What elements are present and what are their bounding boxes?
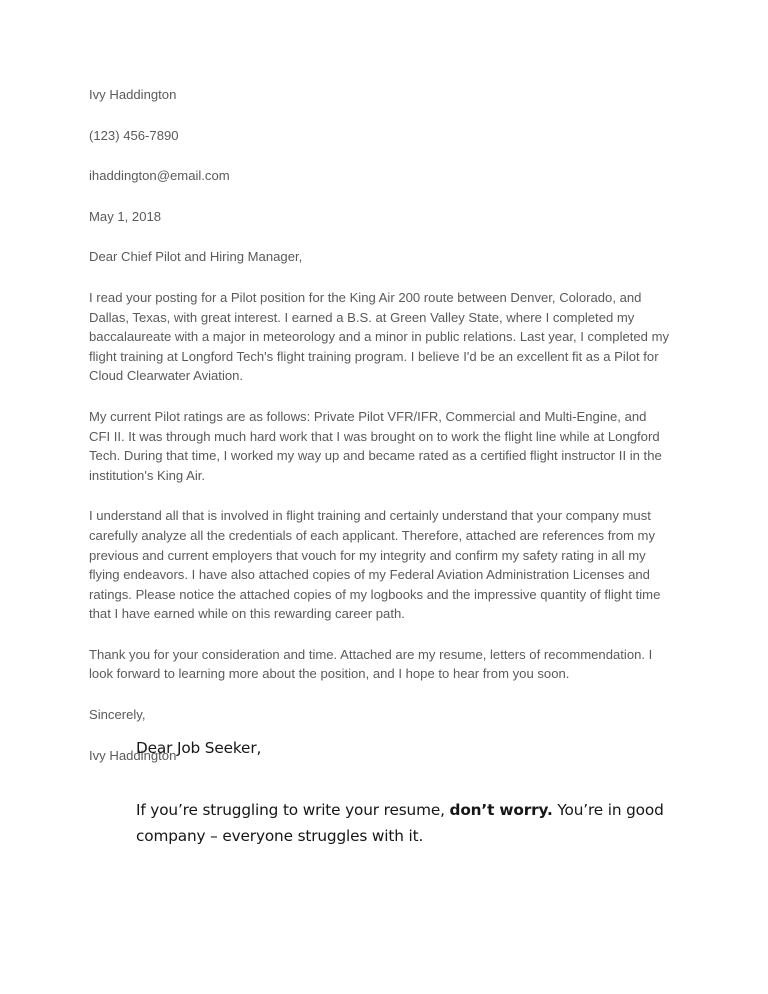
letter-signature-name: Ivy Haddington bbox=[89, 747, 177, 763]
promo-body-tail: You’re in good company – everyone struggles with it. bbox=[136, 801, 664, 845]
promo-body bbox=[136, 761, 676, 849]
promo-body-lead: If you’re struggling to write your resume, bbox=[136, 801, 450, 819]
letter-salutation: Dear Chief Pilot and Hiring Manager, bbox=[89, 249, 303, 265]
cover-letter bbox=[89, 85, 671, 765]
promo-body-emphasis: don’t worry. bbox=[449, 801, 553, 819]
letter-date: May 1, 2018 bbox=[89, 208, 162, 224]
promo-note bbox=[136, 735, 676, 849]
sender-name: Ivy Haddington bbox=[89, 87, 177, 102]
promo-greeting: Dear Job Seeker, bbox=[136, 739, 262, 757]
sender-phone: (123) 456-7890 bbox=[89, 127, 179, 143]
letter-paragraph-3: I understand all that is involved in flight training and certainly understand that your company must carefully analyze all the credentials of each applicant. Therefore, attached are references from my previous and current employers that vouch for my integrity and confirm my safety rating in all my flying endeavors. I have also attached copies of my Federal Aviation Administration Licenses and ratings. Please notice the attached copies of my logbooks and the impressive quantity of flight time that I have earned while on this rewarding career path. bbox=[89, 508, 661, 622]
letter-closing: Sincerely, bbox=[89, 707, 146, 723]
letter-paragraph-2: My current Pilot ratings are as follows: Private Pilot VFR/IFR, Commercial and Multi-Engine, and CFI II. It was through much hard work that I was brought on to work the flight line while at Longford Tech. During that time, I worked my way up and became rated as a certified flight instructor II in the institution's King Air. bbox=[89, 408, 662, 483]
letter-paragraph-1: I read your posting for a Pilot position for the King Air 200 route between Denver, Colorado, and Dallas, Texas, with great interest. I earned a B.S. at Green Valley State, where I completed my baccalaureate with a major in meteorology and a minor in public relations. Last year, I completed my flight training at Longford Tech's flight training program. I believe I'd be an excellent fit as a Pilot for Cloud Clearwater Aviation. bbox=[89, 289, 670, 384]
letter-paragraph-4: Thank you for your consideration and time. Attached are my resume, letters of recommendation. I look forward to learning more about the position, and I hope to hear from you soon. bbox=[89, 646, 653, 682]
sender-email: ihaddington@email.com bbox=[89, 168, 230, 184]
